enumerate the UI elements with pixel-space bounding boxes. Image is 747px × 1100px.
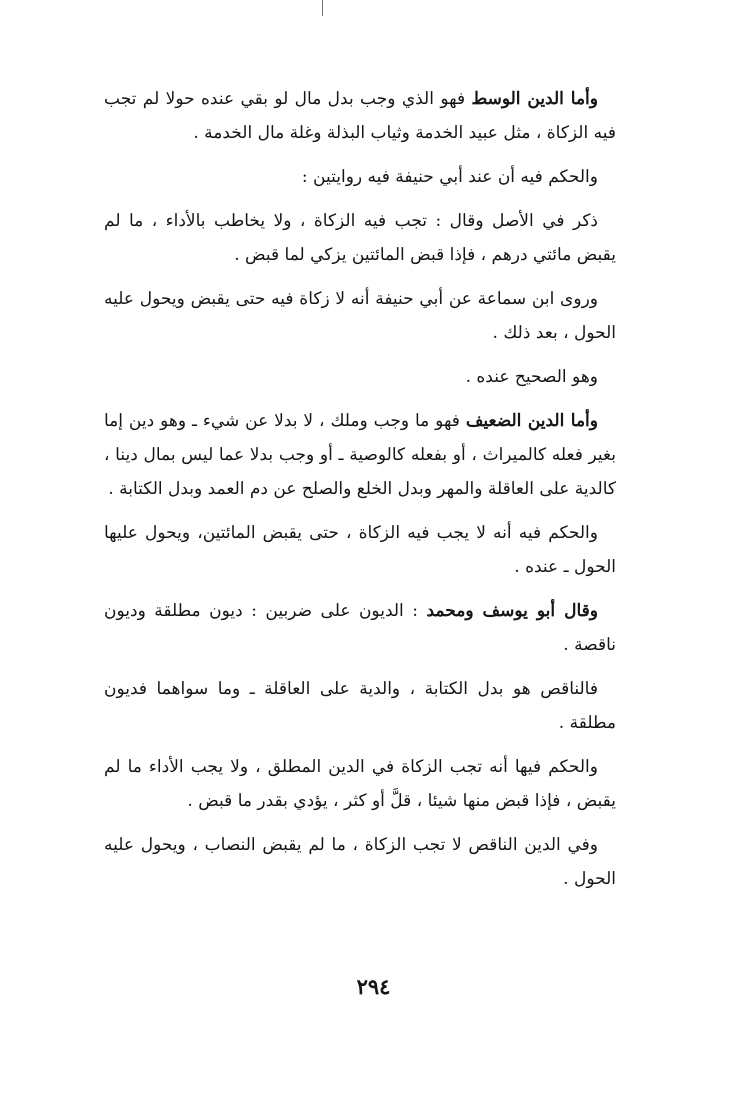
top-margin-mark bbox=[322, 0, 323, 16]
paragraph-8-text: : الديون على ضربين : ديون مطلقة وديون ناقصة . bbox=[104, 601, 616, 655]
paragraph-6 bbox=[104, 404, 616, 506]
paragraph-10 bbox=[104, 750, 616, 818]
paragraph-10-text: والحكم فيها أنه تجب الزكاة في الدين المطلق ، ولا يجب الأداء ما لم يقبض ، فإذا قبض منها شيئا ، قلَّ أو كثر ، يؤدي بقدر ما قبض . bbox=[104, 757, 616, 811]
paragraph-4-text: وروى ابن سماعة عن أبي حنيفة أنه لا زكاة فيه حتى يقبض ويحول عليه الحول ، بعد ذلك . bbox=[104, 289, 616, 343]
paragraph-2-text: والحكم فيه أن عند أبي حنيفة فيه روايتين : bbox=[301, 167, 598, 187]
paragraph-9-text: فالناقص هو بدل الكتابة ، والدية على العاقلة ـ وما سواهما فديون مطلقة . bbox=[104, 679, 616, 733]
paragraph-8 bbox=[104, 594, 616, 662]
paragraph-8-heading: وقال أبو يوسف ومحمد bbox=[426, 601, 598, 621]
paragraph-3 bbox=[104, 204, 616, 272]
paragraph-4 bbox=[104, 282, 616, 350]
paragraph-1-text: فهو الذي وجب بدل مال لو بقي عنده حولا لم تجب فيه الزكاة ، مثل عبيد الخدمة وثياب البذلة وغلة مال الخدمة . bbox=[104, 89, 616, 143]
paragraph-5-text: وهو الصحيح عنده . bbox=[465, 367, 598, 387]
paragraph-5 bbox=[104, 360, 616, 394]
paragraph-2 bbox=[104, 160, 616, 194]
paragraph-11 bbox=[104, 828, 616, 896]
page-number: ٢٩٤ bbox=[356, 974, 391, 999]
paragraph-3-text: ذكر في الأصل وقال : تجب فيه الزكاة ، ولا يخاطب بالأداء ، ما لم يقبض مائتي درهم ، فإذا قبض المائتين يزكي لما قبض . bbox=[104, 211, 616, 265]
paragraph-1 bbox=[104, 82, 616, 150]
page-body bbox=[104, 82, 616, 906]
paragraph-6-heading: وأما الدين الضعيف bbox=[465, 411, 598, 431]
paragraph-9 bbox=[104, 672, 616, 740]
paragraph-1-heading: وأما الدين الوسط bbox=[471, 89, 598, 109]
paragraph-6-text: فهو ما وجب وملك ، لا بدلا عن شيء ـ وهو دين إما بغير فعله كالميراث ، أو بفعله كالوصية ـ أو وجب بدلا عما ليس بمال دينا ، كالدية على العاقلة والمهر وبدل الخلع والصلح عن دم العمد وبدل الكتابة . bbox=[104, 411, 616, 499]
paragraph-7 bbox=[104, 516, 616, 584]
paragraph-7-text: والحكم فيه أنه لا يجب فيه الزكاة ، حتى يقبض المائتين، ويحول عليها الحول ـ عنده . bbox=[104, 523, 616, 577]
paragraph-11-text: وفي الدين الناقص لا تجب الزكاة ، ما لم يقبض النصاب ، ويحول عليه الحول . bbox=[104, 835, 616, 889]
